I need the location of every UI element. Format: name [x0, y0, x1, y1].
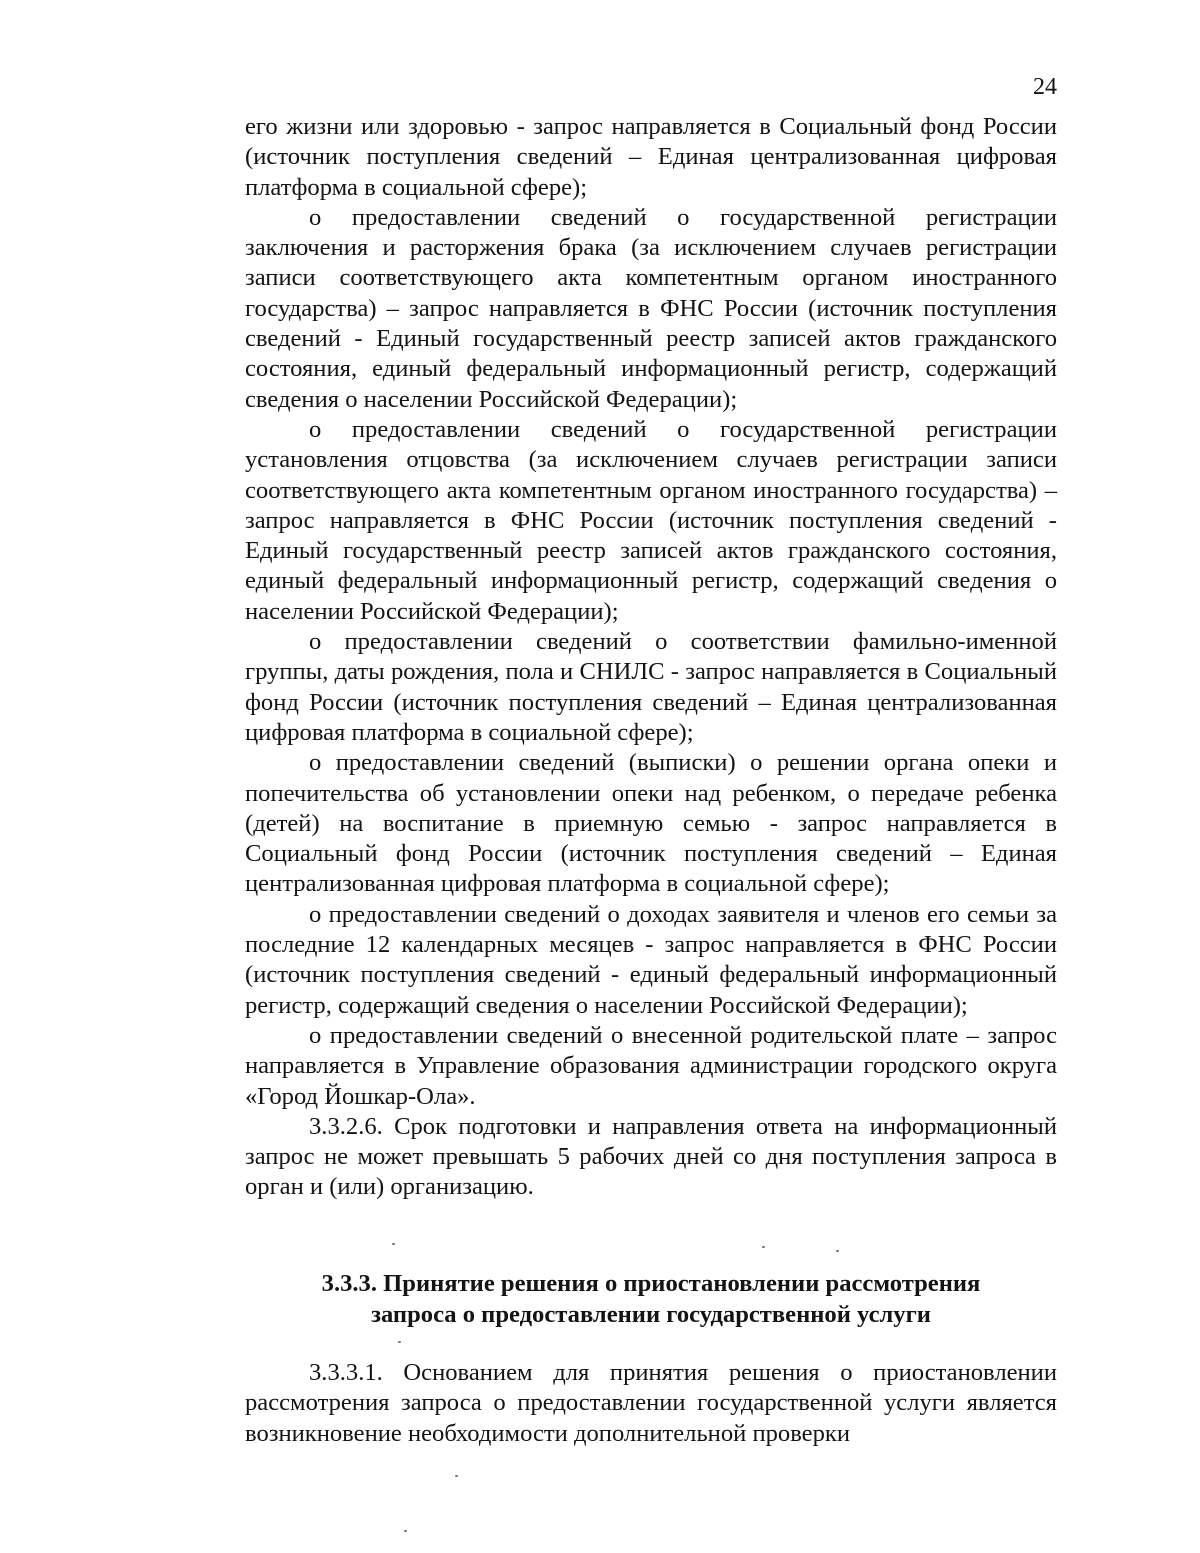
paragraph: 3.3.3.1. Основанием для принятия решения о приостановлении рассмотрения запроса о предоставлении государственной услуги является возникновение необходимости дополнительной проверки: [245, 1359, 1057, 1447]
paragraph: о предоставлении сведений (выписки) о решении органа опеки и попечительства об установлении опеки над ребенком, о передаче ребенка (детей) на воспитание в приемную семью - запрос направляется в Социальный фонд России (источник поступления сведений – Единая централизованная цифровая платформа в социальной сфере);: [245, 749, 1057, 898]
paragraph: о предоставлении сведений о государственной регистрации установления отцовства (за исключением случаев регистрации записи соответствующего акта компетентным органом иностранного государства) – запрос направляется в ФНС России (источник поступления сведений - Единый государственный реестр записей актов гражданского состояния, единый федеральный информационный регистр, содержащий сведения о населении Российской Федерации);: [245, 415, 1057, 625]
final-paragraph-block: [245, 1358, 1057, 1449]
scan-speck: [455, 1475, 458, 1477]
body-text: [245, 112, 1057, 1203]
paragraph: его жизни или здоровью - запрос направляется в Социальный фонд России (источник поступления сведений – Единая централизованная цифровая платформа в социальной сфере);: [245, 113, 1057, 201]
paragraph: о предоставлении сведений о государственной регистрации заключения и расторжения брака (за исключением случаев регистрации записи соответствующего акта компетентным органом иностранного государства) – запрос направляется в ФНС России (источник поступления сведений - Единый государственный реестр записей актов гражданского состояния, единый федеральный информационный регистр, содержащий сведения о населении Российской Федерации);: [245, 203, 1057, 413]
scan-speck: [392, 1243, 395, 1245]
scan-speck: [836, 1250, 839, 1252]
heading-line: запроса о предоставлении государственной услуги: [371, 1301, 931, 1328]
scan-speck: [398, 1341, 401, 1343]
paragraph: о предоставлении сведений о внесенной родительской плате – запрос направляется в Управление образования администрации городского округа «Город Йошкар-Ола».: [245, 1021, 1057, 1110]
paragraph: о предоставлении сведений о доходах заявителя и членов его семьи за последние 12 календарных месяцев - запрос направляется в ФНС России (источник поступления сведений - единый федеральный информационный регистр, содержащий сведения о населении Российской Федерации);: [245, 900, 1057, 1019]
page-number: 24: [1033, 74, 1057, 100]
paragraph: 3.3.2.6. Срок подготовки и направления ответа на информационный запрос не может превышать 5 рабочих дней со дня поступления запроса в орган и (или) организацию.: [245, 1112, 1057, 1201]
scan-speck: [404, 1530, 407, 1532]
section-heading: [245, 1268, 1057, 1330]
scan-speck: [762, 1246, 765, 1248]
paragraph: о предоставлении сведений о соответствии фамильно-именной группы, даты рождения, пола и СНИЛС - запрос направляется в Социальный фонд России (источник поступления сведений – Единая централизованная цифровая платформа в социальной сфере);: [245, 628, 1057, 746]
heading-line: 3.3.3. Принятие решения о приостановлении рассмотрения: [321, 1270, 981, 1297]
